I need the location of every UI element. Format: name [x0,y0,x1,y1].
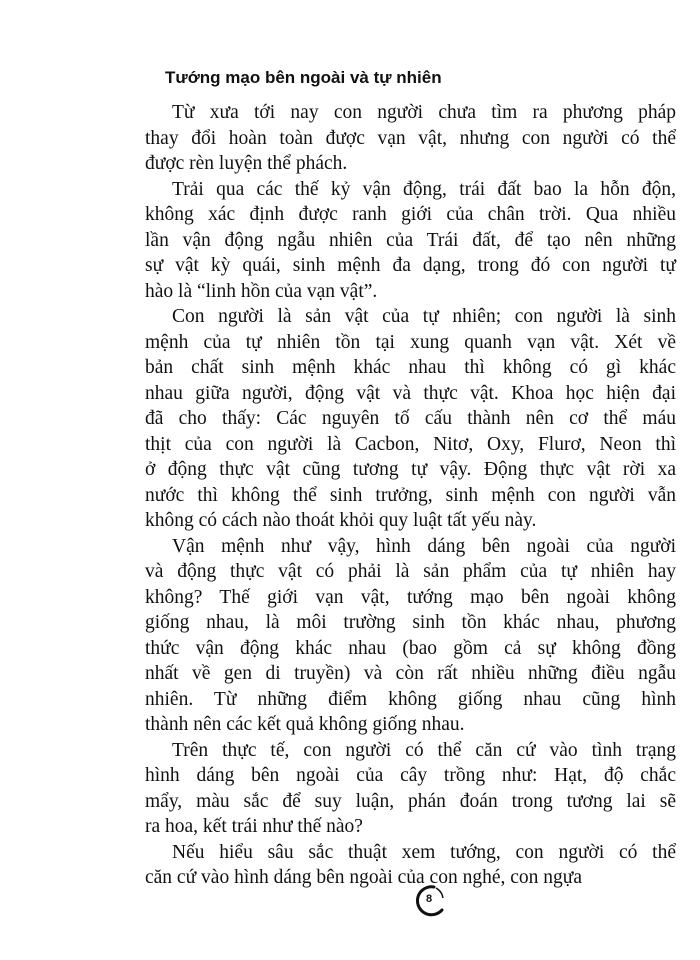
text-line: nhau giữa người, động vật và thực vật. Khoa học hiện đại [145,382,676,404]
text-line: Con người là sản vật của tự nhiên; con người là sinh [172,306,676,327]
text-line: thay đổi hoàn toàn được vạn vật, nhưng con người có thể [145,127,676,149]
text-line: Từ xưa tới nay con người chưa tìm ra phương pháp [172,102,676,123]
text-line: nhiên. Từ những điểm không giống nhau cũng hình [145,688,676,710]
text-line: thành nên các kết quả không giống nhau. [145,714,465,735]
text-line: thịt của con người là Cacbon, Nitơ, Oxy, Flurơ, Neon thì [145,433,676,455]
text-line: Nếu hiểu sâu sắc thuật xem tướng, con người có thể [172,841,676,863]
text-line: nước thì không thể sinh trưởng, sinh mệnh con người vẫn [145,484,676,506]
text-line: mẩy, màu sắc để suy luận, phán đoán trong tương lai sẽ [145,790,676,812]
text-line: thức vận động khác nhau (bao gồm cả sự không đồng [145,637,676,659]
text-line: sự vật kỳ quái, sinh mệnh đa dạng, trong đó con người tự [145,255,676,276]
page-number [412,884,446,918]
section-heading: Tướng mạo bên ngoài và tự nhiên [165,68,442,87]
text-line: không có cách nào thoát khỏi quy luật tất yếu này. [145,510,537,531]
text-line: ra hoa, kết trái như thế nào? [145,816,363,837]
text-line: không? Thế giới vạn vật, tướng mạo bên ngoài không [145,586,676,608]
text-line: căn cứ vào hình dáng bên ngoài của con nghé, con ngựa [145,867,582,888]
page-number-text: 8 [425,893,433,905]
text-line: nhất về gen di truyền) và còn rất nhiều những điều ngẫu [145,663,676,684]
text-line: giống nhau, là môi trường sinh tồn khác nhau, phương [145,612,676,633]
text-line: Trên thực tế, con người có thể căn cứ vào tình trạng [172,739,676,761]
text-line: hào là “linh hồn của vạn vật”. [145,280,378,302]
body-text [145,100,676,891]
text-line: được rèn luyện thể phách. [145,153,348,174]
text-line: ở động thực vật cũng tương tự vậy. Động thực vật rời xa [145,459,676,480]
text-line: hình dáng bên ngoài của cây trồng như: Hạt, độ chắc [145,765,676,786]
text-line: Trải qua các thế kỷ vận động, trái đất bao la hỗn độn, [172,178,676,200]
text-line: và động thực vật có phải là sản phẩm của tự nhiên hay [145,561,676,582]
text-line: bản chất sinh mệnh khác nhau thì không có gì khác [145,357,676,378]
text-line: không xác định được ranh giới của chân trời. Qua nhiều [145,204,676,225]
text-line: đã cho thấy: Các nguyên tố cấu thành nên cơ thể máu [145,408,676,429]
text-line: mệnh của tự nhiên tồn tại xung quanh vạn vật. Xét về [145,331,676,353]
text-line: Vận mệnh như vậy, hình dáng bên ngoài của người [172,535,676,557]
text-line: lần vận động ngẫu nhiên của Trái đất, để tạo nên những [145,229,676,251]
